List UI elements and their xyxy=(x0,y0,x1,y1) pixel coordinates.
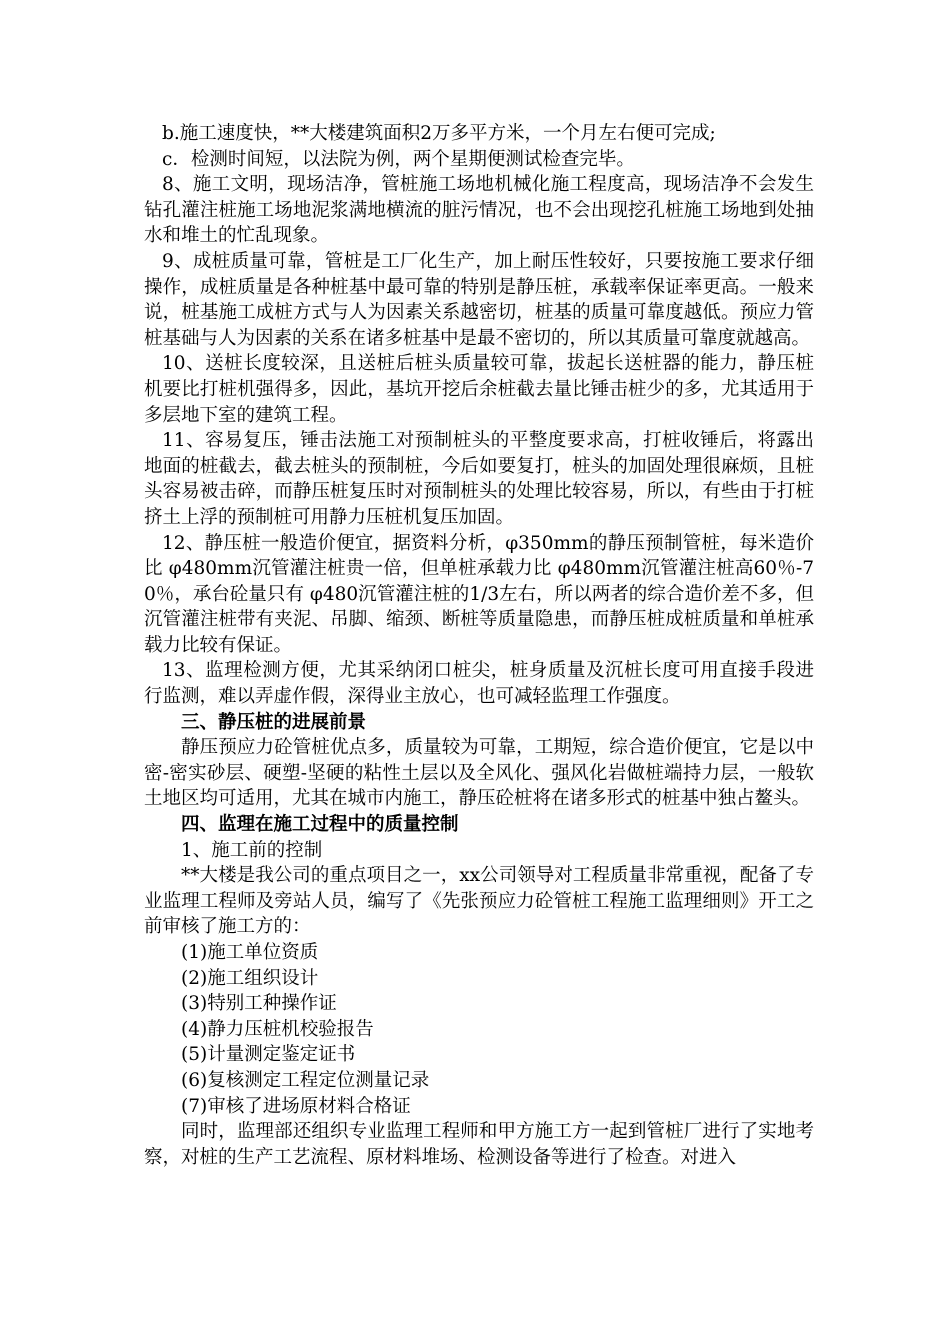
paragraph-13: 13、监理检测方便，尤其采纳闭口桩尖，桩身质量及沉桩长度可用直接手段进行监测，难以弄虚作假，深得业主放心，也可减轻监理工作强度。 xyxy=(144,660,814,708)
list-item: (2)施工组织设计 xyxy=(181,967,319,989)
list-item: (4)静力压桩机校验报告 xyxy=(181,1018,374,1040)
list-item: (7)审核了进场原材料合格证 xyxy=(181,1095,411,1117)
subheading-pre-construction: 1、施工前的控制 xyxy=(181,839,323,861)
list-item: (1)施工单位资质 xyxy=(181,942,319,963)
paragraph-b: b.施工速度快，**大楼建筑面积2万多平方米，一个月左右便可完成; xyxy=(162,123,716,144)
paragraph-prospect: 静压预应力砼管桩优点多，质量较为可靠，工期短，综合造价便宜，它是以中密-密实砂层、硬塑-坚硬的粘性土层以及全风化、强风化岩做桩端持力层，一般软土地区均可适用，尤其在城市内施工，静压砼桩将在诸多形式的桩基中独占鳌头。 xyxy=(144,737,814,810)
paragraph-inspection: 同时，监理部还组织专业监理工程师和甲方施工方一起到管桩厂进行了实地考察，对桩的生产工艺流程、原材料堆场、检测设备等进行了检查。对进入 xyxy=(144,1121,814,1168)
paragraph-pre-construction: **大楼是我公司的重点项目之一，xx公司领导对工程质量非常重视，配备了专业监理工程师及旁站人员，编写了《先张预应力砼管桩工程施工监理细则》开工之前审核了施工方的： xyxy=(144,865,814,938)
paragraph-9: 9、成桩质量可靠，管桩是工厂化生产，加上耐压性较好，只要按施工要求仔细操作，成桩质量是各种桩基中最可靠的特别是静压桩，承载率保证率更高。一般来说，桩基施工成桩方式与人为因素关系越密切，桩基的质量可靠度越低。预应力管桩基础与人为因素的关系在诸多桩基中是最不密切的，所以其质量可靠度就越高。 xyxy=(144,250,814,349)
section-heading-4: 四、监理在施工过程中的质量控制 xyxy=(181,814,459,836)
paragraph-10: 10、送桩长度较深，且送桩后桩头质量较可靠，拔起长送桩器的能力，静压桩机要比打桩机强得多，因此，基坑开挖后余桩截去量比锤击桩少的多，尤其适用于多层地下室的建筑工程。 xyxy=(144,353,814,426)
paragraph-c: c．检测时间短，以法院为例，两个星期便测试检查完毕。 xyxy=(162,148,635,170)
list-item: (3)特别工种操作证 xyxy=(181,993,337,1015)
list-item: (6)复核测定工程定位测量记录 xyxy=(181,1069,430,1091)
list-item: (5)计量测定鉴定证书 xyxy=(181,1044,356,1066)
section-heading-3: 三、静压桩的进展前景 xyxy=(181,711,367,733)
document-body xyxy=(144,121,814,1170)
paragraph-11: 11、容易复压，锤击法施工对预制桩头的平整度要求高，打桩收锤后，将露出地面的桩截去，截去桩头的预制桩，今后如要复打，桩头的加固处理很麻烦，且桩头容易被击碎，而静压桩复压时对预制桩头的处理比较容易，所以，有些由于打桩挤土上浮的预制桩可用静力压桩机复压加固。 xyxy=(144,430,814,528)
paragraph-12: 12、静压桩一般造价便宜，据资料分析，φ350mm的静压预制管桩，每米造价比 φ480mm沉管灌注桩贵一倍，但单桩承载力比 φ480mm沉管灌注桩高60％-70％，承台砼量只有 φ480沉管灌注桩的1/3左右，所以两者的综合造价差不多，但沉管灌注桩带有夹泥、吊脚、缩颈、断桩等质量隐患，而静压桩成桩质量和单桩承载力比较有保证。 xyxy=(144,532,814,656)
paragraph-8: 8、施工文明，现场洁净，管桩施工场地机械化施工程度高，现场洁净不会发生钻孔灌注桩施工场地泥浆满地横流的脏污情况，也不会出现挖孔桩施工场地到处抽水和堆土的忙乱现象。 xyxy=(144,174,814,247)
